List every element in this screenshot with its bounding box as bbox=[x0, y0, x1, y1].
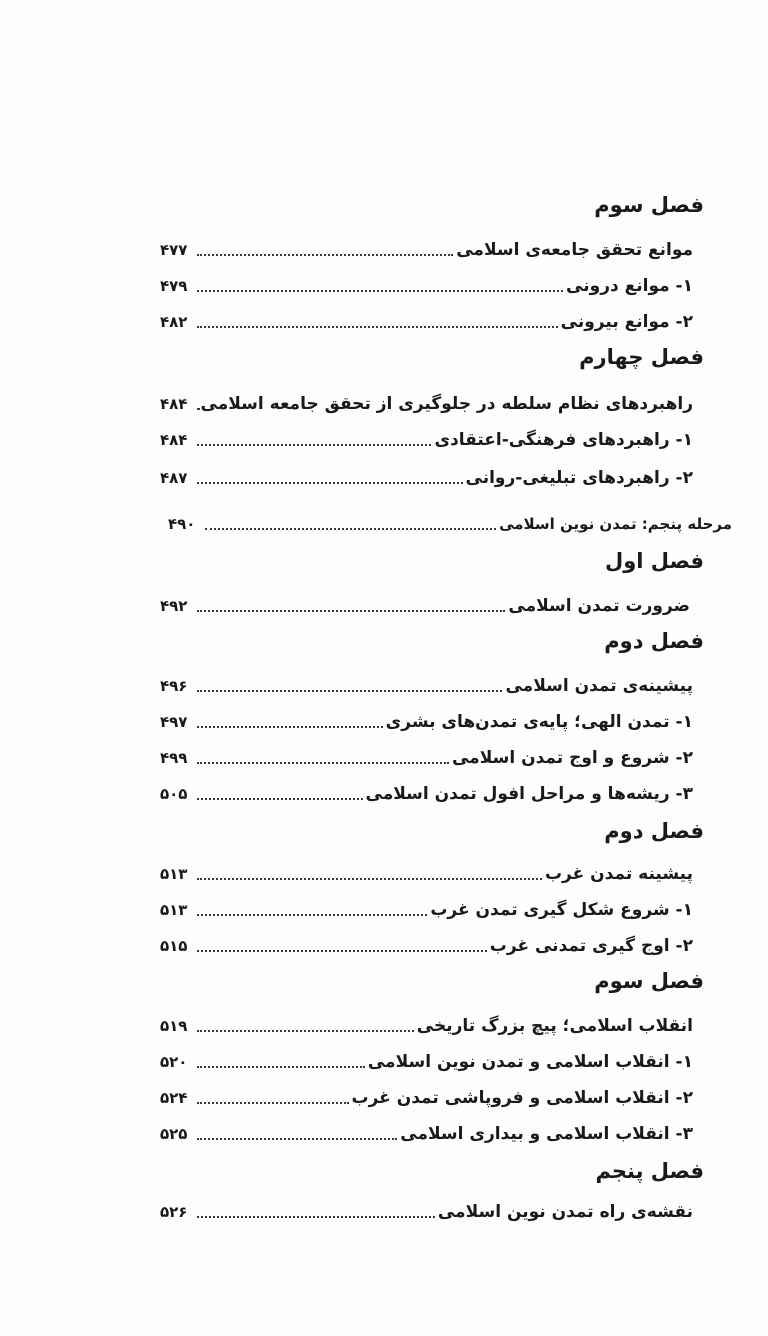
toc-entry-page: ۴۹۲ bbox=[160, 597, 188, 615]
toc-entry bbox=[160, 460, 693, 490]
toc-entry bbox=[160, 232, 693, 262]
toc-entry-page: ۵۲۴ bbox=[160, 1089, 188, 1107]
toc-entry-title: ۲- راهبردهای تبلیغی-روانی bbox=[465, 468, 693, 488]
toc-entry-page: ۵۲۶ bbox=[160, 1203, 188, 1221]
toc-entry bbox=[160, 422, 693, 452]
toc-entry-page: ۴۷۹ bbox=[160, 277, 188, 295]
chapter-heading: فصل اول bbox=[605, 549, 704, 573]
toc-entry-page: ۵۱۹ bbox=[160, 1017, 188, 1035]
dot-leader bbox=[197, 1216, 435, 1218]
toc-entry-title: موانع تحقق جامعه‌ی اسلامی bbox=[456, 240, 693, 260]
toc-entry-page: ۴۷۷ bbox=[160, 241, 188, 259]
dot-leader bbox=[197, 690, 502, 692]
chapter-heading: فصل دوم bbox=[604, 629, 704, 653]
dot-leader bbox=[197, 408, 198, 410]
toc-entry-title: ۲- انقلاب اسلامی و فروپاشی تمدن غرب bbox=[351, 1088, 693, 1108]
dot-leader bbox=[197, 326, 558, 328]
toc-entry-page: ۴۸۲ bbox=[160, 313, 188, 331]
toc-entry bbox=[160, 1194, 693, 1224]
toc-entry-title: انقلاب اسلامی؛ پیچ بزرگ تاریخی bbox=[416, 1016, 693, 1036]
toc-entry-page: ۴۹۶ bbox=[160, 677, 188, 695]
chapter-heading: فصل سوم bbox=[594, 193, 704, 217]
dot-leader bbox=[205, 528, 496, 530]
toc-entry-title: پیشینه‌ی تمدن اسلامی bbox=[505, 676, 693, 696]
chapter-heading: فصل سوم bbox=[594, 969, 704, 993]
toc-entry-title: ۲- اوج گیری تمدنی غرب bbox=[489, 936, 693, 956]
chapter-heading: فصل پنجم bbox=[595, 1159, 704, 1183]
toc-entry-title: راهبردهای نظام سلطه در جلوگیری از تحقق جامعه اسلامی bbox=[200, 394, 693, 414]
toc-entry-page: ۵۲۵ bbox=[160, 1125, 188, 1143]
dot-leader bbox=[197, 290, 563, 292]
toc-entry-title: ۱- راهبردهای فرهنگی-اعتقادی bbox=[434, 430, 693, 450]
toc-entry-title: مرحله پنجم: تمدن نوین اسلامی bbox=[499, 515, 732, 533]
toc-entry bbox=[160, 776, 693, 806]
chapter-heading: فصل دوم bbox=[604, 819, 704, 843]
toc-entry bbox=[160, 704, 693, 734]
toc-entry-page: ۴۸۴ bbox=[160, 395, 188, 413]
toc-stage-entry bbox=[168, 506, 732, 536]
toc-entry-page: ۵۲۰ bbox=[160, 1053, 188, 1071]
toc-entry-page: ۴۹۷ bbox=[160, 713, 188, 731]
toc-entry bbox=[160, 386, 693, 416]
toc-entry-page: ۵۱۳ bbox=[160, 865, 188, 883]
toc-entry-page: ۴۸۷ bbox=[160, 469, 188, 487]
toc-entry bbox=[160, 1080, 693, 1110]
toc-entry-title: ۲- شروع و اوج تمدن اسلامی bbox=[451, 748, 693, 768]
toc-entry bbox=[160, 588, 690, 618]
toc-entry-title: ۳- انقلاب اسلامی و بیداری اسلامی bbox=[400, 1124, 693, 1144]
toc-entry-page: ۴۸۴ bbox=[160, 431, 188, 449]
toc-entry bbox=[160, 928, 693, 958]
toc-entry-title: ۲- موانع بیرونی bbox=[560, 312, 693, 332]
dot-leader bbox=[197, 482, 463, 484]
dot-leader bbox=[197, 1102, 349, 1104]
toc-entry-page: ۵۰۵ bbox=[160, 785, 188, 803]
dot-leader bbox=[197, 950, 487, 952]
toc-entry bbox=[160, 892, 693, 922]
toc-entry-page: ۵۱۳ bbox=[160, 901, 188, 919]
toc-entry-page: ۵۱۵ bbox=[160, 937, 188, 955]
dot-leader bbox=[197, 254, 453, 256]
toc-entry-page: ۴۹۹ bbox=[160, 749, 188, 767]
toc-entry-page: ۴۹۰ bbox=[168, 515, 196, 533]
dot-leader bbox=[197, 1138, 397, 1140]
dot-leader bbox=[197, 1066, 365, 1068]
toc-entry bbox=[160, 856, 693, 886]
toc-entry bbox=[160, 304, 693, 334]
toc-entry-title: نقشه‌ی راه تمدن نوین اسلامی bbox=[437, 1202, 693, 1222]
toc-entry bbox=[160, 1044, 693, 1074]
dot-leader bbox=[197, 726, 383, 728]
dot-leader bbox=[197, 444, 431, 446]
toc-entry-title: ۱- انقلاب اسلامی و تمدن نوین اسلامی bbox=[367, 1052, 693, 1072]
toc-entry-title: پیشینه تمدن غرب bbox=[544, 864, 693, 884]
toc-entry bbox=[160, 268, 693, 298]
toc-entry-title: ۱- موانع درونی bbox=[566, 276, 693, 296]
dot-leader bbox=[197, 878, 542, 880]
chapter-heading: فصل چهارم bbox=[579, 345, 704, 369]
toc-entry-title: ۳- ریشه‌ها و مراحل افول تمدن اسلامی bbox=[365, 784, 693, 804]
toc-entry-title: ۱- تمدن الهی؛ پایه‌ی تمدن‌های بشری bbox=[385, 712, 693, 732]
dot-leader bbox=[197, 610, 505, 612]
toc-entry bbox=[160, 668, 693, 698]
toc-entry bbox=[160, 1008, 693, 1038]
dot-leader bbox=[197, 914, 427, 916]
toc-entry bbox=[160, 1116, 693, 1146]
dot-leader bbox=[197, 762, 449, 764]
dot-leader bbox=[197, 1030, 414, 1032]
toc-entry-title: ۱- شروع شکل گیری تمدن غرب bbox=[430, 900, 693, 920]
toc-entry-title: ضرورت تمدن اسلامی bbox=[508, 596, 690, 616]
toc-entry bbox=[160, 740, 693, 770]
dot-leader bbox=[197, 798, 363, 800]
